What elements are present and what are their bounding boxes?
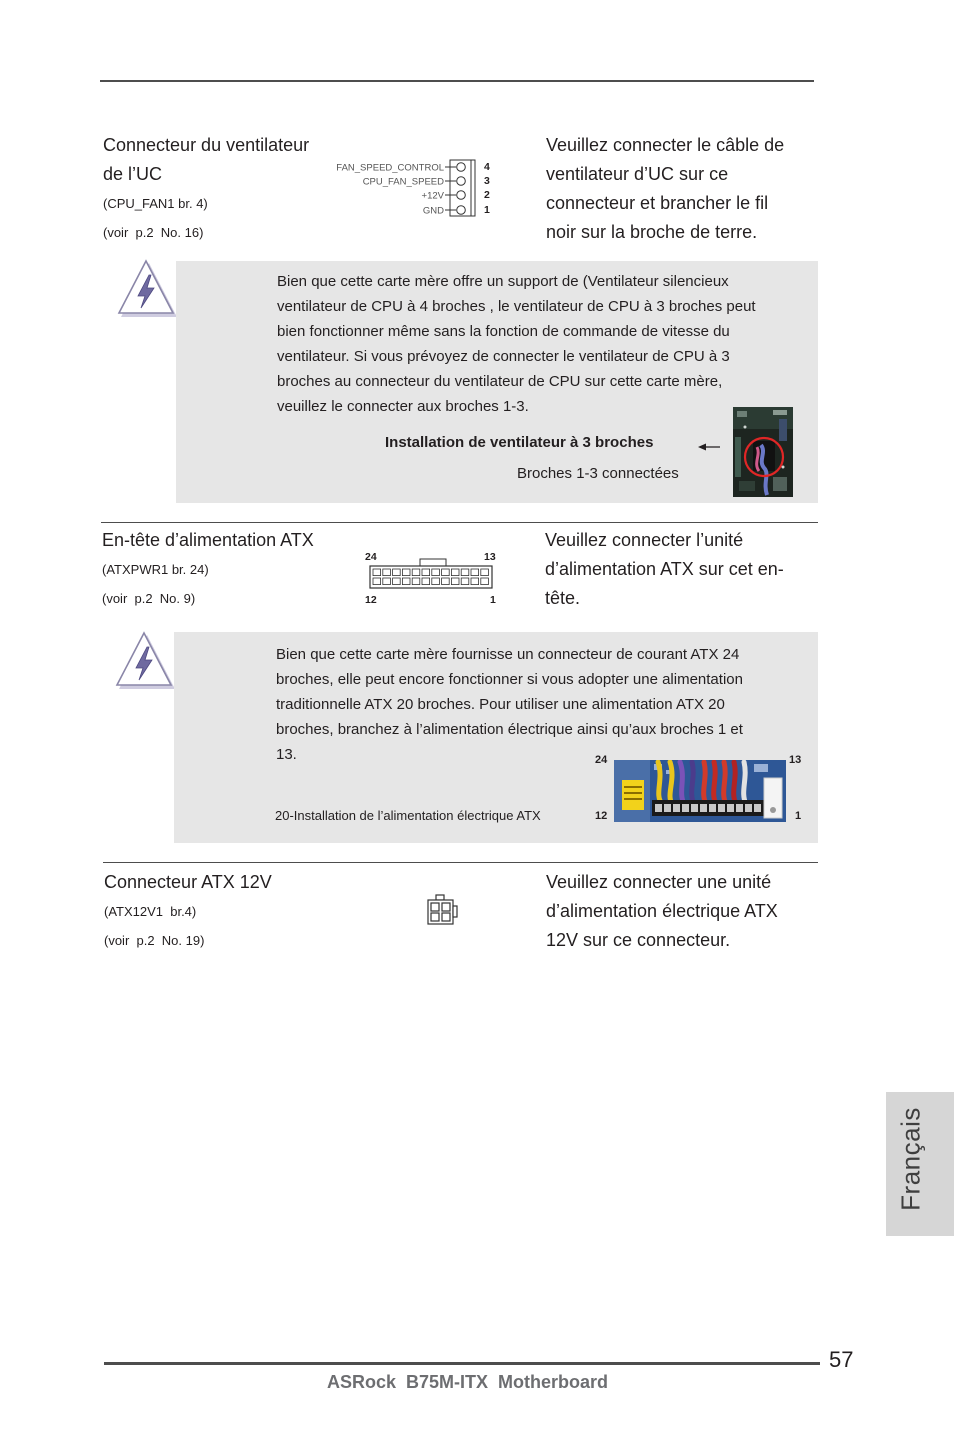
- pin-square: [451, 578, 459, 585]
- header-reference: (ATXPWR1 br. 24): [102, 562, 209, 577]
- atx-power-description: [545, 526, 784, 613]
- pin-label: GND: [422, 205, 444, 217]
- pin-circle: [457, 177, 466, 186]
- install-label: Installation de ventilateur à 3 broches: [385, 434, 654, 451]
- pin-number: 3: [484, 175, 490, 187]
- pin-square: [402, 569, 410, 576]
- top-rule: [100, 80, 814, 82]
- pin-circle: [457, 191, 466, 200]
- description-line: ventilateur d’UC sur ce: [546, 164, 729, 184]
- pin-number: 12: [365, 594, 377, 606]
- page-reference: (voir p.2 No. 16): [103, 225, 204, 240]
- pin-number: 24: [365, 551, 377, 563]
- pin-label: +12V: [421, 190, 444, 202]
- fan-connector-photo: [733, 407, 793, 497]
- description-line: d’alimentation électrique ATX: [546, 901, 778, 921]
- pin-circle: [457, 206, 466, 215]
- atx-note-box: [174, 632, 818, 843]
- product-name: ASRock B75M-ITX Motherboard: [327, 1372, 609, 1392]
- note-line: ventilateur. Si vous prévoyez de connecter le ventilateur de CPU à 3: [277, 348, 730, 365]
- atx-power-heading: [102, 526, 314, 613]
- footer-rule: [104, 1362, 820, 1365]
- pin-square: [451, 569, 459, 576]
- description-line: Veuillez connecter une unité: [546, 872, 772, 892]
- note-line: bien fonctionner même sans la fonction de commande de vitesse du: [277, 323, 730, 340]
- pin-square: [432, 578, 440, 585]
- pin-number: 1: [795, 810, 802, 822]
- warning-icon: [114, 631, 176, 691]
- pin-number: 13: [789, 754, 802, 766]
- pin-label: CPU_FAN_SPEED: [362, 176, 444, 188]
- description-line: d’alimentation ATX sur cet en-: [545, 559, 784, 579]
- note-line: Bien que cette carte mère fournisse un connecteur de courant ATX 24: [276, 646, 740, 663]
- description-line: Veuillez connecter l’unité: [545, 530, 744, 550]
- atx12v-description: [546, 868, 778, 955]
- cpu-fan-description: [546, 131, 784, 247]
- section-title-line: Connecteur ATX 12V: [104, 872, 272, 892]
- pin-number: 24: [595, 754, 608, 766]
- warning-icon: [116, 259, 178, 319]
- section-title-line: En-tête d’alimentation ATX: [102, 530, 314, 550]
- section-divider: [101, 522, 818, 523]
- language-tab-label: Français: [895, 1107, 926, 1211]
- page-reference: (voir p.2 No. 19): [104, 933, 205, 948]
- pin-square: [422, 578, 430, 585]
- pin-label: FAN_SPEED_CONTROL: [336, 162, 444, 174]
- section-title-line: de l’UC: [103, 164, 163, 184]
- note-line: broches, elle peut encore fonctionner si vous adopter une alimentation: [276, 671, 743, 688]
- header-reference: (ATX12V1 br.4): [104, 904, 197, 919]
- pin-square: [393, 569, 401, 576]
- pin-square: [442, 578, 450, 585]
- description-line: tête.: [545, 588, 581, 608]
- note-line: broches au connecteur du ventilateur de CPU sur cette carte mère,: [277, 373, 723, 390]
- pin-number: 2: [484, 189, 490, 201]
- fan-note-text: [277, 269, 756, 419]
- arrow-left-icon: [697, 441, 721, 453]
- atx12v-heading: [104, 868, 272, 955]
- language-tab: [886, 1092, 954, 1236]
- pin-square: [471, 578, 479, 585]
- pin-square: [373, 578, 381, 585]
- pin-square: [481, 578, 489, 585]
- pin-number: 1: [484, 204, 490, 216]
- description-line: 12V sur ce connecteur.: [546, 930, 731, 950]
- note-line: 13.: [276, 746, 297, 763]
- cpu-fan-connector-diagram: [325, 155, 500, 220]
- description-line: connecteur et brancher le fil: [546, 193, 769, 213]
- pin-number: 12: [595, 810, 608, 822]
- pin-square: [383, 578, 391, 585]
- atx-connector-photo: [614, 760, 786, 822]
- atx-install-caption: 20-Installation de l’alimentation électrique ATX: [275, 808, 541, 823]
- pin-square: [412, 578, 420, 585]
- pin-square: [412, 569, 420, 576]
- pin-square: [481, 569, 489, 576]
- connected-label: Broches 1-3 connectées: [517, 465, 679, 482]
- page-number: 57: [829, 1347, 854, 1372]
- section-divider: [103, 862, 818, 863]
- cpu-fan-heading: [103, 131, 309, 247]
- page-reference: (voir p.2 No. 9): [102, 591, 196, 606]
- description-line: Veuillez connecter le câble de: [546, 135, 785, 155]
- pin-number: 4: [484, 161, 490, 173]
- pin-square: [442, 569, 450, 576]
- section-title-line: Connecteur du ventilateur: [103, 135, 310, 155]
- note-line: traditionnelle ATX 20 broches. Pour utiliser une alimentation ATX 20: [276, 696, 725, 713]
- atx-power-connector-diagram: [360, 546, 500, 606]
- pin-number: 1: [490, 594, 496, 606]
- header-reference: (CPU_FAN1 br. 4): [103, 196, 208, 211]
- pin-square: [461, 569, 469, 576]
- pin-square: [373, 569, 381, 576]
- pin-circle: [457, 163, 466, 172]
- atx12v-connector-icon: [426, 893, 460, 927]
- pin-square: [471, 569, 479, 576]
- pin-square: [461, 578, 469, 585]
- atx-note-text: [276, 642, 743, 767]
- note-line: ventilateur de CPU à 4 broches , le ventilateur de CPU à 3 broches peut: [277, 298, 756, 315]
- note-line: broches, branchez à l’alimentation électrique ainsi qu’aux broches 1 et: [276, 721, 743, 738]
- pin-square: [432, 569, 440, 576]
- pin-square: [422, 569, 430, 576]
- pin-number: 13: [484, 551, 496, 563]
- description-line: noir sur la broche de terre.: [546, 222, 758, 242]
- note-line: veuillez le connecter aux broches 1-3.: [277, 398, 529, 415]
- fan-note-box: [176, 261, 818, 503]
- pin-square: [383, 569, 391, 576]
- pin-square: [393, 578, 401, 585]
- pin-square: [402, 578, 410, 585]
- note-line: Bien que cette carte mère offre un support de (Ventilateur silencieux: [277, 273, 729, 290]
